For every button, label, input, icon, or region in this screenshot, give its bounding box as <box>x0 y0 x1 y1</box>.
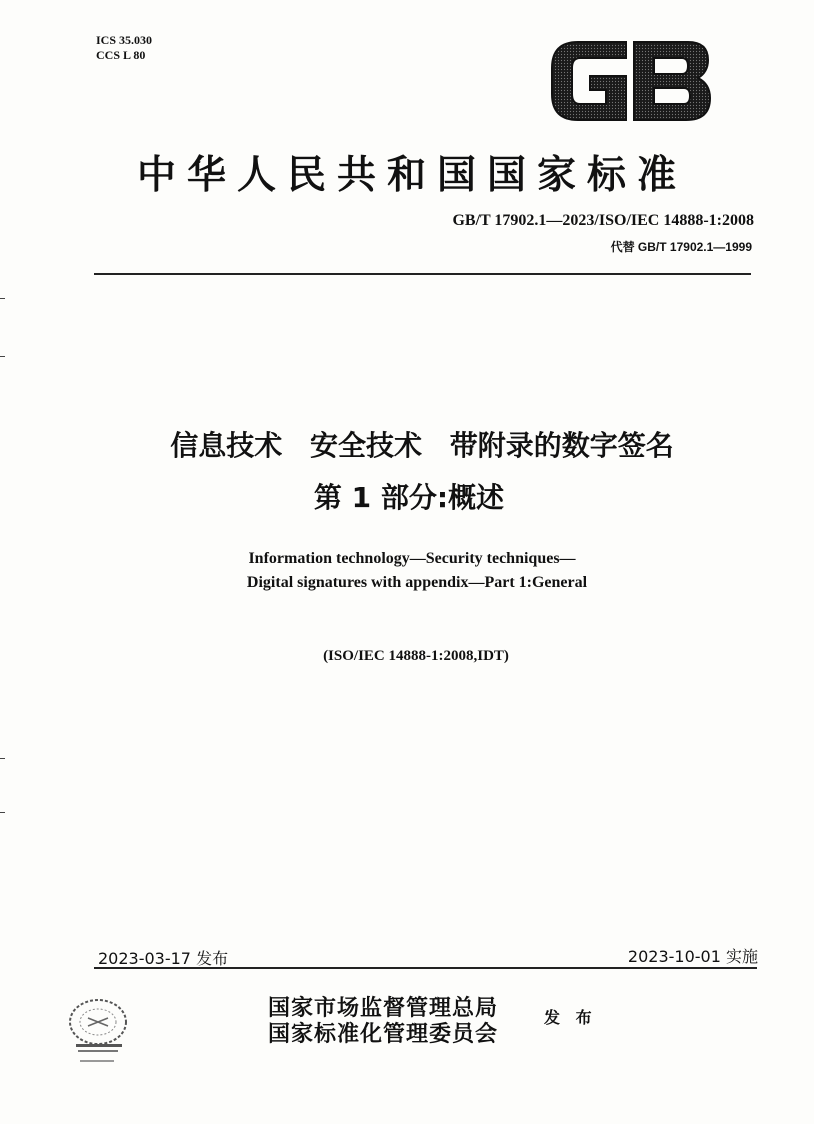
replaces-standard: 代替 GB/T 17902.1—1999 <box>610 240 752 254</box>
standard-number: GB/T 17902.1—2023/ISO/IEC 14888-1:2008 <box>452 212 754 229</box>
issuer-samr: 国家市场监督管理总局 <box>268 995 499 1021</box>
document-title-en-line2: Digital signatures with appendix—Part 1:General <box>246 574 588 591</box>
gb-logo <box>548 38 714 124</box>
ccs-code: CCS L 80 <box>96 48 146 62</box>
document-title-en-line1: Information technology—Security techniques— <box>248 550 576 567</box>
footer-divider <box>94 967 757 969</box>
adoption-notice: (ISO/IEC 14888-1:2008,IDT) <box>323 648 509 664</box>
classification-codes <box>96 33 152 63</box>
issued-by-label: 发 布 <box>544 1008 592 1027</box>
scan-margin-mark <box>0 298 5 299</box>
national-standard-title: 中华人民共和国国家标准 <box>136 152 687 198</box>
scan-margin-mark <box>0 356 5 357</box>
document-title-cn-line2: 第 1 部分:概述 <box>313 481 505 514</box>
issuer-sac: 国家标准化管理委员会 <box>268 1021 499 1047</box>
certification-seal-icon <box>64 994 134 1074</box>
scan-margin-mark <box>0 812 5 813</box>
implementation-date: 2023-10-01 实施 <box>627 947 758 966</box>
scan-margin-mark <box>0 758 5 759</box>
issue-date: 2023-03-17 发布 <box>98 949 229 968</box>
ics-code: ICS 35.030 <box>96 33 153 47</box>
document-title-cn-line1: 信息技术 安全技术 带附录的数字签名 <box>170 429 674 462</box>
header-divider <box>94 273 751 275</box>
